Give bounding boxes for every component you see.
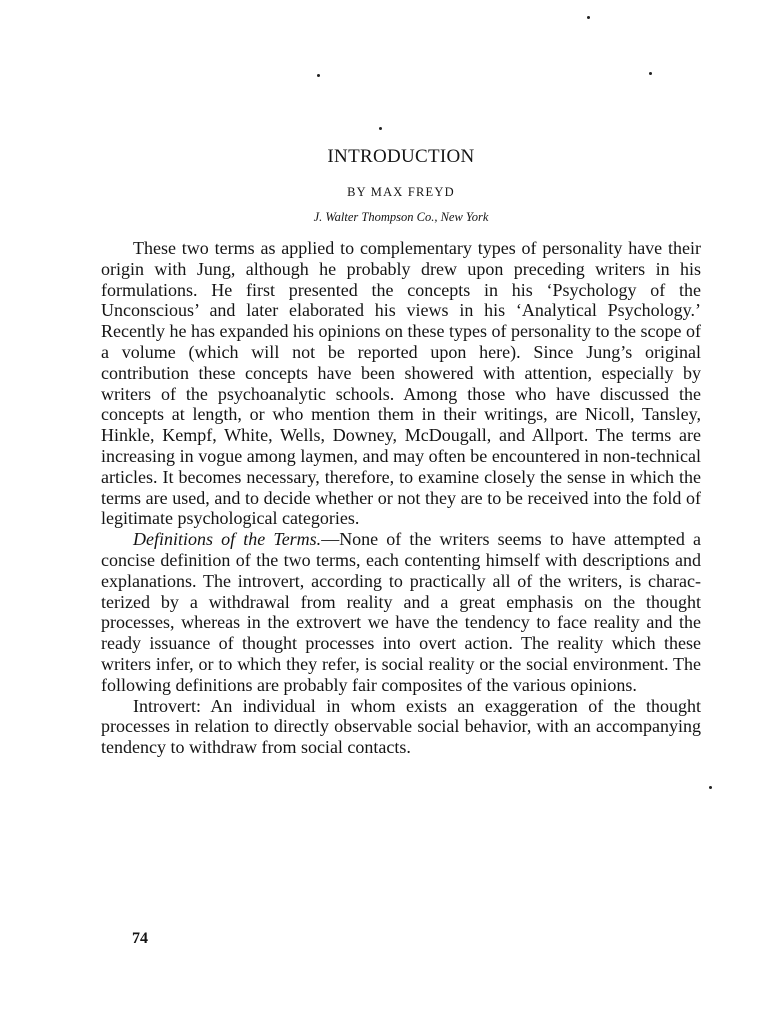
paragraph-2 (101, 529, 701, 695)
article-body (101, 238, 701, 758)
article-author: BY MAX FREYD (347, 185, 455, 199)
article-title: INTRODUCTION (327, 146, 475, 167)
paragraph-text: These two terms as applied to complementary types of personality have their origin with Jung, although he probably drew upon preceding writers in his formulations. He first presented the concepts in his ‘Psychology of the Unconscious’ and later elaborated his views in his ‘Analytical Psychology.’ Recently he has expanded his opinions on these types of personality to the scope of a volume (which will not be reported upon here). Since Jung’s original contribution these concepts have been showered with attention, especially by writers of the psychoanalytic schools. Among those who have discussed the concepts at length, or who mention them in their writings, are Nicoll, Tansley, Hinkle, Kempf, White, Wells, Downey, McDougall, and Allport. The terms are increasing in vogue among laymen, and may often be encountered in non-technical articles. It becomes necessary, therefore, to examine closely the sense in which the terms are used, and to decide whether or not they are to be received into the fold of legitimate psychological categories. (101, 238, 701, 529)
paragraph-text: —None of the writers seems to have attempted a concise definition of the two terms, each contenting himself with descriptions and explanations. The introvert, according to practically all of the writers, is characterized by a withdrawal from reality and a great emphasis on the thought processes, whereas in the extrovert we have the tendency to face reality and the ready issuance of thought processes into overt action. The reality which these writers infer, or to which they refer, is social reality or the social environment. The following definitions are probably fair composites of the various opinions. (101, 529, 701, 695)
paragraph-text: Introvert: An individual in whom exists an exaggeration of the thought processes in relation to directly observable social behavior, with an accompanying tendency to withdraw from social contacts. (101, 695, 701, 758)
journal-page (101, 0, 701, 1024)
print-speck (379, 127, 382, 130)
paragraph-3 (101, 696, 701, 758)
print-speck (587, 16, 590, 19)
print-speck (709, 786, 712, 789)
author-affiliation: J. Walter Thompson Co., New York (313, 210, 489, 224)
print-speck (317, 74, 320, 77)
print-speck (649, 72, 652, 75)
paragraph-1 (101, 238, 701, 529)
section-heading-definitions: Definitions of the Terms. (133, 529, 322, 550)
page-number: 74 (132, 930, 148, 947)
